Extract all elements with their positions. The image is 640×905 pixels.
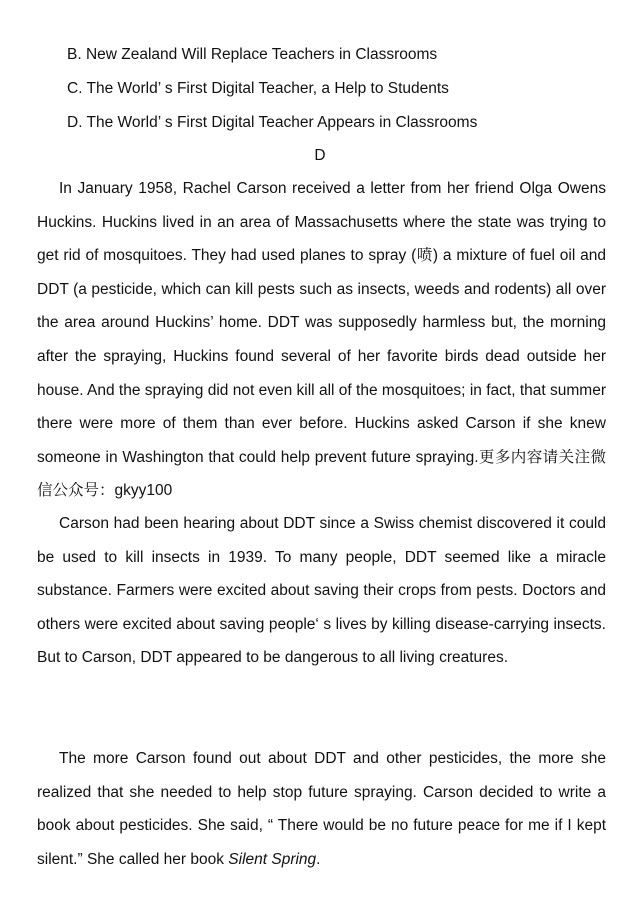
- book-title: Silent Spring: [228, 850, 317, 868]
- paragraph-2: Carson had been hearing about DDT since a Swiss chemist discovered it could be used to kill insects in 1939. To many people, DDT seemed like a miracle substance. Farmers were excited about saving their crops from pests. Doctors and others were excited about saving people‘ s lives by killing disease-carrying insects. But to Carson, DDT appeared to be dangerous to all living creatures.: [37, 515, 606, 667]
- paragraph-3-text: The more Carson found out about DDT and other pesticides, the more she realized that she needed to help stop future spraying. Carson decided to write a book about pesticides. She said, “ There would be no future peace for me if I kept silent.” She called her book: [37, 750, 606, 868]
- paragraph-3: [37, 742, 606, 876]
- paragraph-3-end: .: [316, 850, 321, 868]
- paragraph-1: In January 1958, Rachel Carson received a letter from her friend Olga Owens Huckins. Huckins lived in an area of Massachusetts where the state was trying to get rid of mosquitoes. They had used planes to spray (喷) a mixture of fuel oil and DDT (a pesticide, which can kill pests such as insects, weeds and rodents) all over the area around Huckins’ home. DDT was supposedly harmless but, the morning after the spraying, Huckins found several of her favorite birds dead outside her house. And the spraying did not even kill all of the mosquitoes; in fact, that summer there were more of them than ever before. Huckins asked Carson if she knew someone in Washington that could help prevent future spraying.更多内容请关注微信公众号：gkyy100: [37, 180, 606, 500]
- answer-option-d: D. The World’ s First Digital Teacher Appears in Classrooms: [67, 114, 478, 131]
- answer-option-c: C. The World’ s First Digital Teacher, a Help to Students: [67, 80, 449, 97]
- answer-option-b: B. New Zealand Will Replace Teachers in Classrooms: [67, 46, 438, 63]
- section-heading: D: [314, 147, 326, 164]
